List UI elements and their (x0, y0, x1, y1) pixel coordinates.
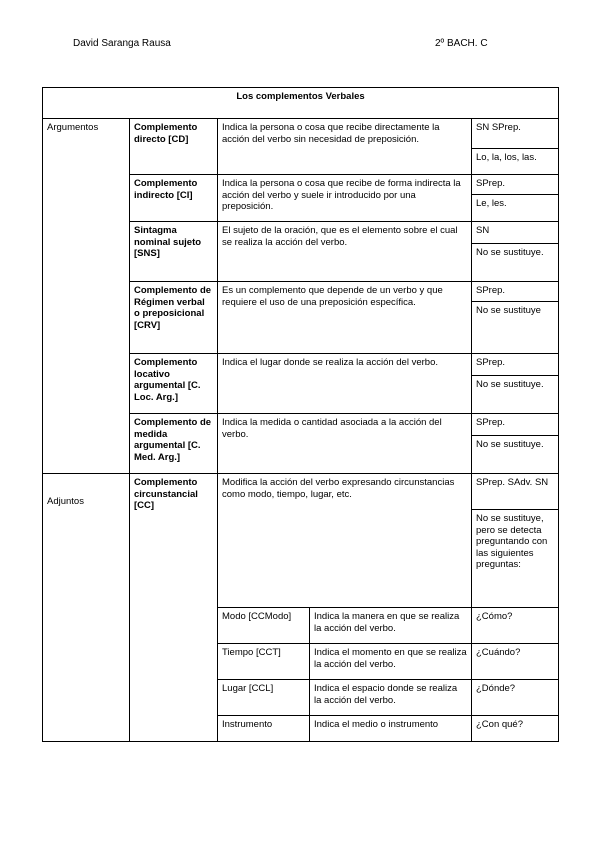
author-name: David Saranga Rausa (73, 38, 171, 49)
complement-name: Complemento circunstancial [CC] (130, 474, 218, 742)
adjunct-type-description: Indica el espacio donde se realiza la acción del verbo. (310, 680, 472, 716)
complement-category: SN (472, 222, 559, 244)
complement-substitution: No se sustituye, pero se detecta preguntando con las siguientes preguntas: (472, 510, 559, 608)
complement-category: SPrep. (472, 354, 559, 376)
adjunct-type-name: Lugar [CCL] (218, 680, 310, 716)
complement-substitution: No se sustituye. (472, 376, 559, 414)
adjunct-type-description: Indica la manera en que se realiza la acción del verbo. (310, 608, 472, 644)
complement-category: SPrep. (472, 282, 559, 302)
adjunct-type-name: Tiempo [CCT] (218, 644, 310, 680)
adjunct-type-question: ¿Con qué? (472, 716, 559, 742)
complement-substitution: Le, les. (472, 195, 559, 222)
complement-category: SPrep. SAdv. SN (472, 474, 559, 510)
complement-description: Indica el lugar donde se realiza la acción del verbo. (218, 354, 472, 414)
complement-category: SPrep. (472, 175, 559, 195)
complement-name: Complemento directo [CD] (130, 119, 218, 175)
complement-description: Indica la medida o cantidad asociada a la acción del verbo. (218, 414, 472, 474)
complement-description: El sujeto de la oración, que es el elemento sobre el cual se realiza la acción del verbo. (218, 222, 472, 282)
adjunct-type-question: ¿Cuándo? (472, 644, 559, 680)
course-label: 2º BACH. C (435, 38, 488, 49)
complement-substitution: No se sustituye (472, 302, 559, 354)
complement-substitution: No se sustituye. (472, 244, 559, 282)
complement-category: SN SPrep. (472, 119, 559, 149)
complement-name: Complemento indirecto [CI] (130, 175, 218, 222)
complement-description: Modifica la acción del verbo expresando circunstancias como modo, tiempo, lugar, etc. (218, 474, 472, 608)
adjunct-type-name: Modo [CCModo] (218, 608, 310, 644)
complement-category: SPrep. (472, 414, 559, 436)
complement-name: Complemento locativo argumental [C. Loc. Arg.] (130, 354, 218, 414)
verbal-complements-table (42, 87, 559, 742)
adjunct-type-description: Indica el medio o instrumento (310, 716, 472, 742)
complement-substitution: No se sustituye. (472, 436, 559, 474)
complement-description: Es un complemento que depende de un verbo y que requiere el uso de una preposición específica. (218, 282, 472, 354)
complement-name: Complemento de medida argumental [C. Med. Arg.] (130, 414, 218, 474)
complement-name: Complemento de Régimen verbal o preposicional [CRV] (130, 282, 218, 354)
complement-description: Indica la persona o cosa que recibe directamente la acción del verbo sin necesidad de preposición. (218, 119, 472, 175)
category-adjuntos: Adjuntos (43, 474, 130, 742)
complement-description: Indica la persona o cosa que recibe de forma indirecta la acción del verbo y suele ir introducido por una preposición. (218, 175, 472, 222)
complement-substitution: Lo, la, los, las. (472, 149, 559, 175)
table-title: Los complementos Verbales (43, 88, 559, 119)
category-argumentos: Argumentos (43, 119, 130, 474)
adjunct-type-name: Instrumento (218, 716, 310, 742)
complement-name: Sintagma nominal sujeto [SNS] (130, 222, 218, 282)
adjunct-type-description: Indica el momento en que se realiza la acción del verbo. (310, 644, 472, 680)
adjunct-type-question: ¿Cómo? (472, 608, 559, 644)
adjunct-type-question: ¿Dónde? (472, 680, 559, 716)
